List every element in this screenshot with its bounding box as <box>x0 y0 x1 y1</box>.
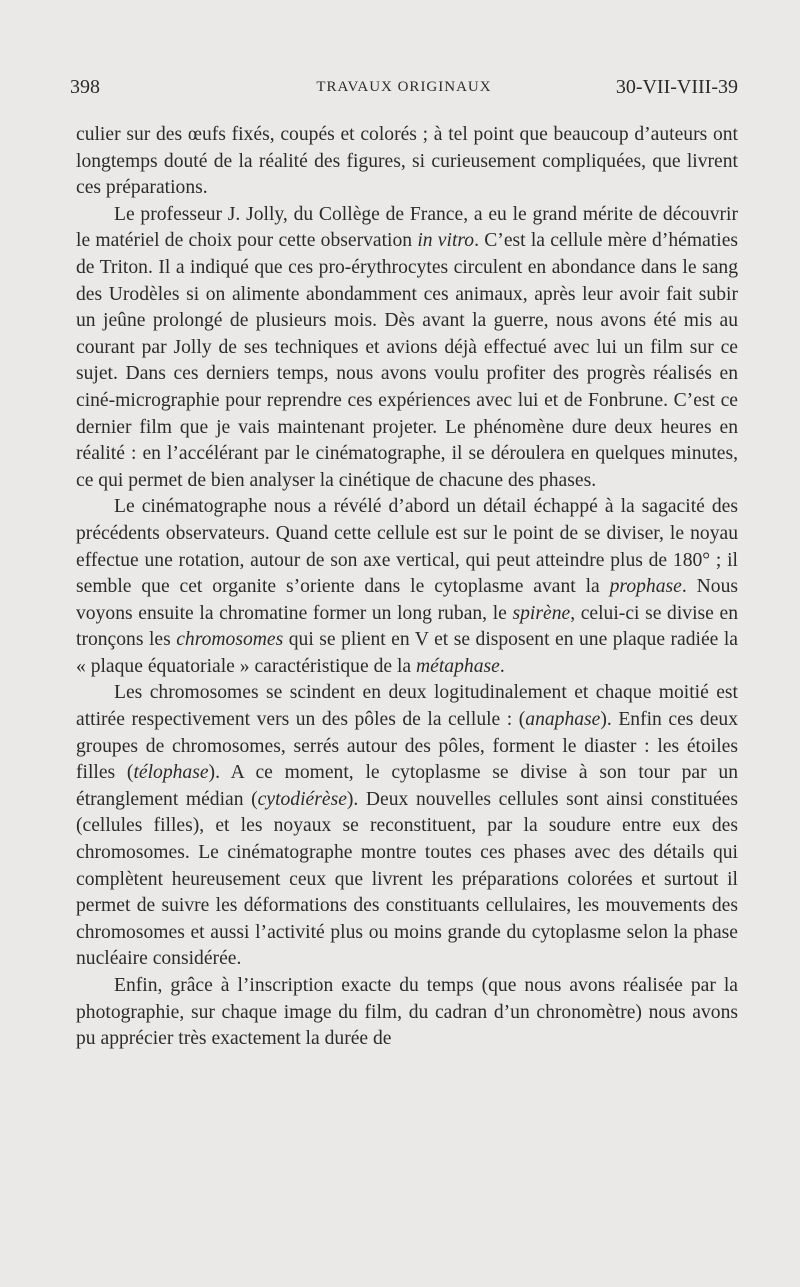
text-run: ). A ce moment, le cytoplasme se divise à son tour par un étranglement médian ( <box>76 762 738 810</box>
italic-term: spirène <box>512 602 571 624</box>
issue-date: 30-VII-VIII-39 <box>615 76 738 98</box>
text-run: qui se plient en V et se disposent en une plaque radiée la « plaque équatoriale » caractéristique de la <box>76 629 738 677</box>
italic-term: cytodiérèse <box>257 788 347 810</box>
paragraph <box>76 680 738 973</box>
text-run: . <box>499 655 505 677</box>
text-run: , celui-ci se divise en tronçons les <box>76 602 738 651</box>
running-title: TRAVAUX ORIGINAUX <box>316 79 492 95</box>
page-number: 398 <box>70 76 100 98</box>
text-run: ). Enfin ces deux groupes de chromosomes, serrés autour des pôles, forment le diaster : les étoiles filles ( <box>76 709 738 784</box>
italic-term: prophase <box>609 576 682 598</box>
body-text <box>76 122 738 1053</box>
italic-term: chromosomes <box>176 629 284 651</box>
text-run: ). Deux nouvelles cellules sont ainsi constituées (cellules filles), et les noyaux se reconstituent, par la soudure entre eux des chromosomes. Le cinématographe montre toutes ces phases avec des détails qui complètent heureusement ceux que livrent les préparations colorées et surtout il permet de suivre les déformations des constituants cellulaires, les mouvements des chromosomes et aussi l’activité plus ou moins grande du cytoplasme selon la phase nucléaire considérée. <box>76 788 738 970</box>
text-run: Enfin, grâce à l’inscription exacte du temps (que nous avons réalisée par la photographie, sur chaque image du film, du cadran d’un chronomètre) nous avons pu apprécier très exactement la durée de <box>76 975 738 1050</box>
paragraph <box>76 494 738 680</box>
paragraph <box>76 202 738 495</box>
paragraph <box>76 122 738 202</box>
italic-term: anaphase <box>525 709 601 731</box>
text-run: . C’est la cellule mère d’hématies de Triton. Il a indiqué que ces pro-érythrocytes circulent en abondance dans le sang des Urodèles si on alimente abondamment ces animaux, après leur avoir fait subir un jeûne prolongé de plusieurs mois. Dès avant la guerre, nous avons été mis au courant par Jolly de ses techniques et avions déjà effectué avec lui un film sur ce sujet. Dans ces derniers temps, nous avons voulu profiter des progrès réalisés en ciné-micrographie pour reprendre ces expériences avec lui et de Fonbrune. C’est ce dernier film que je vais maintenant projeter. Le phénomène dure deux heures en réalité : en l’accélérant par le cinématographe, il se déroulera en quelques minutes, ce qui permet de bien analyser la cinétique de chacune des phases. <box>76 230 739 491</box>
text-run: culier sur des œufs fixés, coupés et colorés ; à tel point que beaucoup d’auteurs ont longtemps douté de la réalité des figures, si curieusement compliquées, que livrent ces préparations. <box>76 124 738 199</box>
text-run: Le professeur J. Jolly, du Collège de France, a eu le grand mérite de découvrir le matériel de choix pour cette observation <box>76 203 738 252</box>
italic-term: télophase <box>133 762 209 784</box>
text-run: Les chromosomes se scindent en deux logitudinalement et chaque moitié est attirée respectivement vers un des pôles de la cellule : ( <box>76 682 738 731</box>
paragraph <box>76 973 738 1053</box>
italic-term: métaphase <box>416 655 500 677</box>
italic-term: in vitro <box>417 230 475 252</box>
running-head <box>70 72 738 102</box>
text-run: . Nous voyons ensuite la chromatine former un long ruban, le <box>76 576 738 624</box>
text-run: Le cinématographe nous a révélé d’abord un détail échappé à la sagacité des précédents observateurs. Quand cette cellule est sur le point de se diviser, le noyau effectue une rotation, autour de son axe vertical, qui peut atteindre plus de 180° ; il semble que cet organite s’oriente dans le cytoplasme avant la <box>76 496 738 598</box>
